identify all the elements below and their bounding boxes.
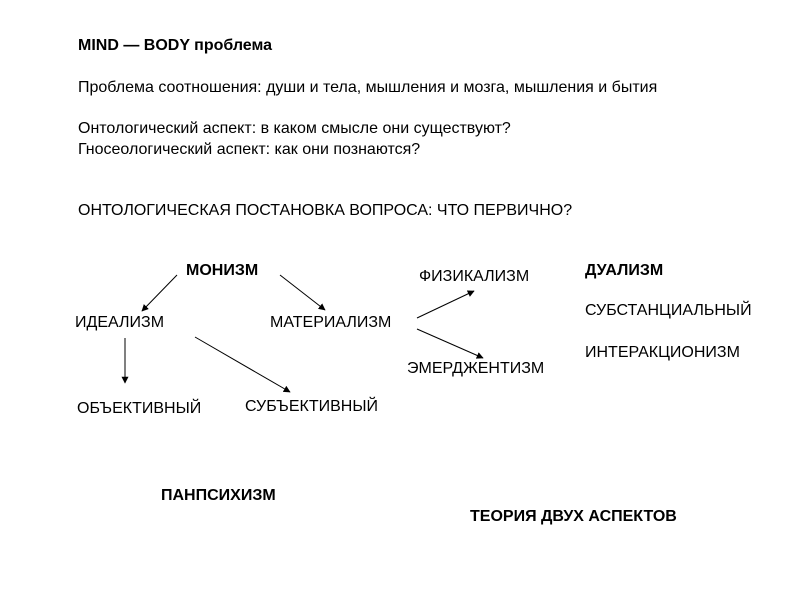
arrow-materialism-to-emergentism [417,329,483,358]
node-substantial: СУБСТАНЦИАЛЬНЫЙ [585,302,752,319]
node-subjective: СУБЪЕКТИВНЫЙ [245,398,378,415]
gnoseological-aspect: Гносеологический аспект: как они познаются? [78,141,421,158]
problem-statement: Проблема соотношения: души и тела, мышления и мозга, мышления и бытия [78,79,658,96]
node-physicalism: ФИЗИКАЛИЗМ [419,268,530,285]
arrow-monism-to-idealism [142,275,177,311]
ontological-question: ОНТОЛОГИЧЕСКАЯ ПОСТАНОВКА ВОПРОСА: ЧТО ПЕРВИЧНО? [78,202,573,219]
node-emergentism: ЭМЕРДЖЕНТИЗМ [407,360,545,377]
arrow-idealism-to-subjective [195,337,290,392]
page-title: MIND — BODY проблема [78,37,273,54]
node-dual-aspect-theory: ТЕОРИЯ ДВУХ АСПЕКТОВ [470,508,677,525]
node-materialism: МАТЕРИАЛИЗМ [270,314,392,331]
arrow-monism-to-materialism [280,275,325,310]
ontological-aspect: Онтологический аспект: в каком смысле они существуют? [78,120,511,137]
node-monism: МОНИЗМ [186,262,259,279]
node-panpsychism: ПАНПСИХИЗМ [161,487,276,504]
node-objective: ОБЪЕКТИВНЫЙ [77,400,202,417]
arrow-materialism-to-physicalism [417,291,474,318]
node-idealism: ИДЕАЛИЗМ [75,314,165,331]
node-dualism: ДУАЛИЗМ [585,262,664,279]
node-interactionism: ИНТЕРАКЦИОНИЗМ [585,344,740,361]
